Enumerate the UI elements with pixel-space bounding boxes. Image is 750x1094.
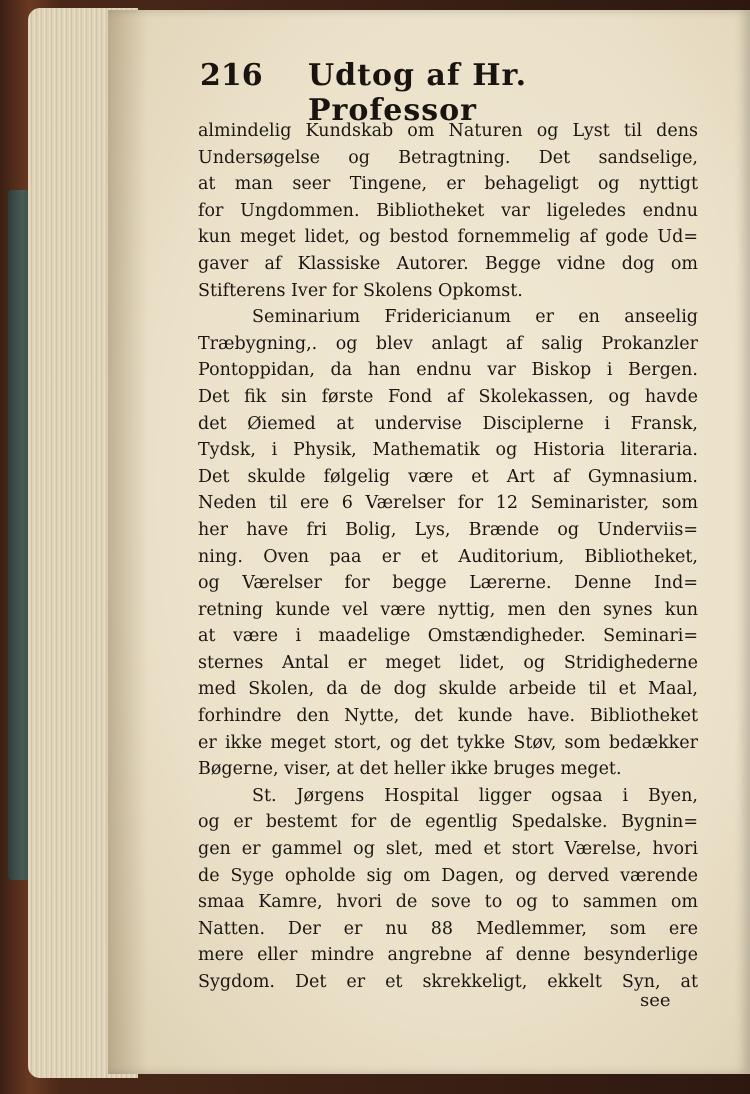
text-line: det Øiemed at undervise Disciplerne i Fransk, [198,413,698,434]
catchword: see [640,990,671,1011]
text-line: de Syge opholde sig om Dagen, og derved værende [198,865,698,886]
text-line: for Ungdommen. Bibliotheket var ligeledes endnu [198,200,698,221]
text-line: Det skulde følgelig være et Art af Gymnasium. [198,466,698,487]
text-line: kun meget lidet, og bestod fornemmelig af gode Ud= [198,227,698,248]
text-line: Det fik sin første Fond af Skolekassen, og havde [198,386,698,407]
gutter-shadow [108,10,148,1074]
text-line: ning. Oven paa er et Auditorium, Bibliotheket, [198,546,698,567]
text-line: forhindre den Nytte, det kunde have. Bibliotheket [198,706,698,727]
text-line: Natten. Der er nu 88 Medlemmer, som ere [198,918,698,939]
text-line: med Skolen, da de dog skulde arbeide til et Maal, [198,679,698,700]
running-title: Udtog af Hr. Professor [308,58,528,128]
page-number: 216 [200,58,263,93]
text-line: Tydsk, i Physik, Mathematik og Historia literaria. [198,440,698,461]
text-line: Neden til ere 6 Værelser for 12 Seminarister, som [198,493,698,514]
text-line: Undersøgelse og Betragtning. Det sandselige, [198,147,698,168]
text-line: her have fri Bolig, Lys, Brænde og Underviis= [198,519,698,540]
text-line: smaa Kamre, hvori de sove to og to sammen om [198,892,698,913]
text-line: Træbygning,. og blev anlagt af salig Prokanzler [198,333,698,354]
body-text [198,118,698,996]
text-line: Bøgerne, viser, at det heller ikke bruges meget. [198,759,622,780]
text-line: og er bestemt for de egentlig Spedalske. Bygnin= [198,812,698,833]
text-line: mere eller mindre angrebne af denne besynderlige [198,945,698,966]
text-line: at være i maadelige Omstændigheder. Seminari= [198,626,698,647]
text-line: St. Jørgens Hospital ligger ogsaa i Byen, [252,785,698,806]
running-head [200,58,660,128]
text-line: Seminarium Fridericianum er en anseelig [252,307,698,328]
text-line: retning kunde vel være nyttig, men den synes kun [198,599,698,620]
text-line: og Værelser for begge Lærerne. Denne Ind= [198,573,698,594]
text-line: at man seer Tingene, er behageligt og nyttigt [198,174,698,195]
text-line: gaver af Klassiske Autorer. Begge vidne dog om [198,253,698,274]
text-line: Sygdom. Det er et skrekkeligt, ekkelt Syn, at [198,972,698,992]
text-line: almindelig Kundskab om Naturen og Lyst til dens [198,121,698,141]
text-line: Pontoppidan, da han endnu var Biskop i Bergen. [198,360,698,381]
text-line: gen er gammel og slet, med et stort Værelse, hvori [198,839,698,860]
text-line: Stifterens Iver for Skolens Opkomst. [198,280,523,301]
text-line: sternes Antal er meget lidet, og Stridighederne [198,652,698,673]
text-line: er ikke meget stort, og det tykke Støv, som bedækker [198,732,698,753]
